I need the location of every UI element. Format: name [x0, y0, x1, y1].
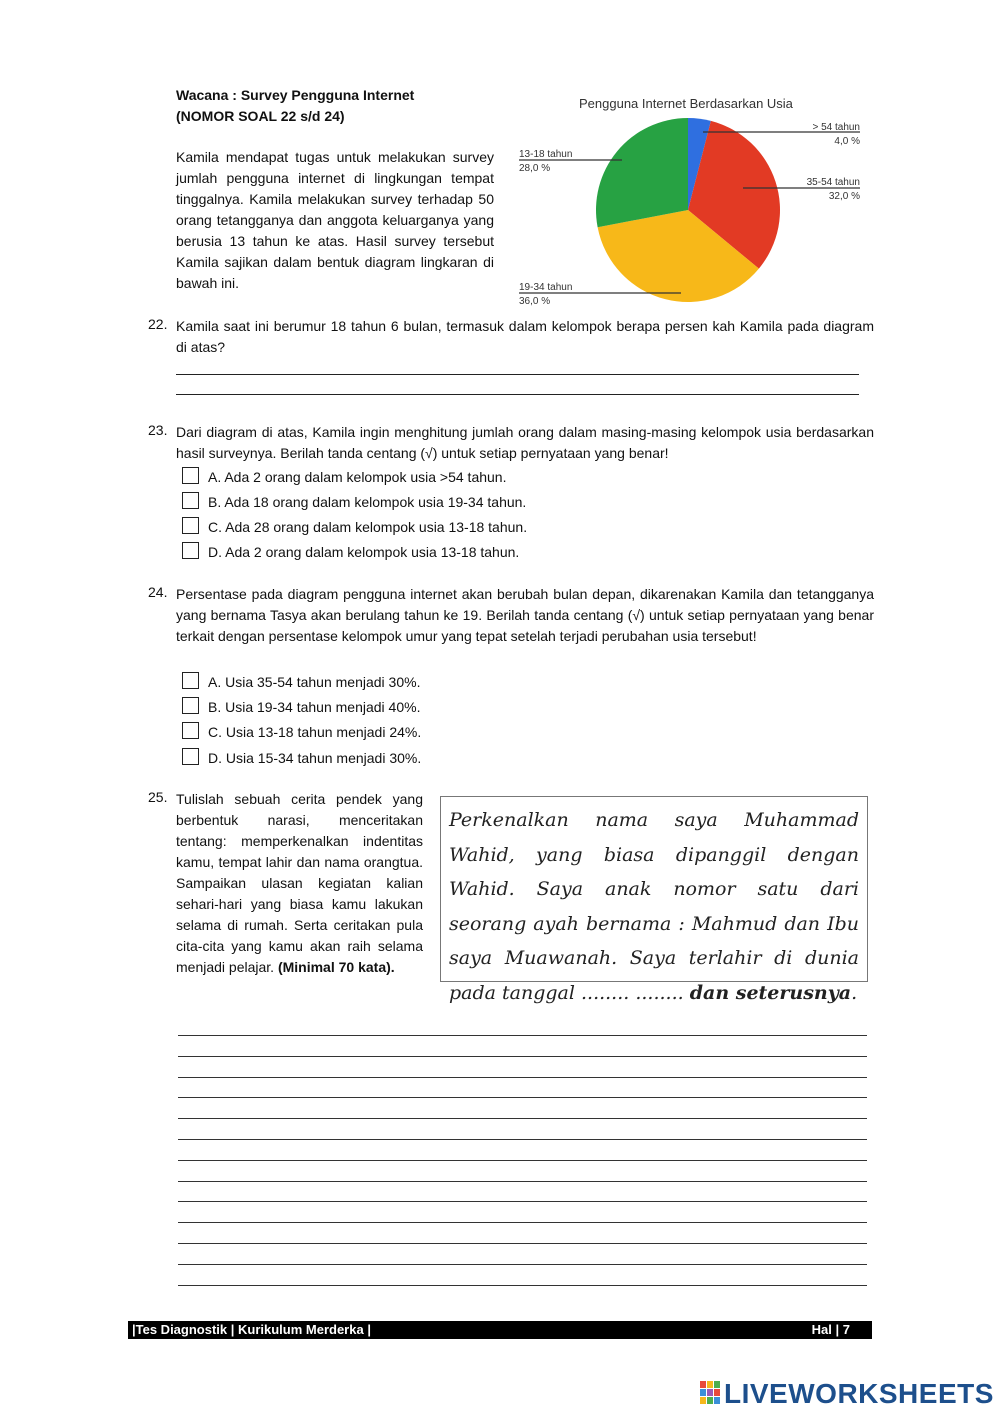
- writing-line[interactable]: [178, 1118, 867, 1119]
- q24-number: 24.: [148, 584, 168, 600]
- checkbox[interactable]: [182, 672, 199, 689]
- q22-answer-line-2[interactable]: [176, 394, 859, 395]
- q23-option-b[interactable]: B. Ada 18 orang dalam kelompok usia 19-34 tahun.: [182, 492, 526, 512]
- q22-answer-line-1[interactable]: [176, 374, 859, 375]
- checkbox[interactable]: [182, 467, 199, 484]
- story-example-text: Perkenalkan nama saya Muhammad Wahid, yang biasa dipanggil dengan Wahid. Saya anak nomor satu dari seorang ayah bernama : Mahmud dan Ibu saya Muawanah. Saya terlahir di dunia pada tanggal ........ ........: [449, 809, 859, 1004]
- writing-line[interactable]: [178, 1181, 867, 1182]
- writing-line[interactable]: [178, 1139, 867, 1140]
- q23-option-a[interactable]: A. Ada 2 orang dalam kelompok usia >54 tahun.: [182, 467, 506, 487]
- slice-label: 13-18 tahun: [519, 149, 573, 160]
- writing-line[interactable]: [178, 1285, 867, 1286]
- q24-option-b[interactable]: B. Usia 19-34 tahun menjadi 40%.: [182, 697, 420, 717]
- writing-line[interactable]: [178, 1160, 867, 1161]
- checkbox[interactable]: [182, 517, 199, 534]
- slice-label: > 54 tahun: [812, 122, 860, 133]
- q25-number: 25.: [148, 789, 168, 805]
- passage-text: Kamila mendapat tugas untuk melakukan survey jumlah pengguna internet di lingkungan tempat tinggalnya. Kamila melakukan survey terhadap 50 orang tetangganya dan anggota keluarganya yang berusia 13 tahun ke atas. Hasil survey tersebut Kamila sajikan dalam bentuk diagram lingkaran di bawah ini.: [176, 149, 494, 291]
- writing-line[interactable]: [178, 1035, 867, 1036]
- writing-line[interactable]: [178, 1201, 867, 1202]
- logo-icon: [700, 1381, 722, 1405]
- q24-option-a[interactable]: A. Usia 35-54 tahun menjadi 30%.: [182, 672, 420, 692]
- writing-line[interactable]: [178, 1222, 867, 1223]
- writing-line[interactable]: [178, 1264, 867, 1265]
- q23-number: 23.: [148, 422, 168, 438]
- q23-option-d[interactable]: D. Ada 2 orang dalam kelompok usia 13-18 tahun.: [182, 542, 519, 562]
- writing-line[interactable]: [178, 1077, 867, 1078]
- q25-emphasis: (Minimal 70 kata).: [277, 959, 395, 975]
- footer-page-number: Hal | 7: [811, 1322, 850, 1337]
- passage-subtitle: (NOMOR SOAL 22 s/d 24): [176, 108, 345, 124]
- slice-value-label: 4,0 %: [834, 136, 860, 147]
- page-footer: [128, 1321, 872, 1339]
- q24-option-d[interactable]: D. Usia 15-34 tahun menjadi 30%.: [182, 748, 421, 768]
- pie-chart: [505, 90, 870, 312]
- q22-text: Kamila saat ini berumur 18 tahun 6 bulan, termasuk dalam kelompok berapa persen kah Kamila pada diagram di atas?: [176, 318, 874, 355]
- q23-option-c[interactable]: C. Ada 28 orang dalam kelompok usia 13-18 tahun.: [182, 517, 527, 537]
- q22-number: 22.: [148, 316, 168, 332]
- writing-line[interactable]: [178, 1097, 867, 1098]
- checkbox[interactable]: [182, 697, 199, 714]
- checkbox[interactable]: [182, 748, 199, 765]
- q24-text: Persentase pada diagram pengguna internet akan berubah bulan depan, dikarenakan Kamila dan tetangganya yang bernama Tasya akan berulang tahun ke 19. Berilah tanda centang (√) untuk setiap pernyataan yang benar terkait dengan persentase kelompok umur yang tepat setelah terjadi perubahan usia tersebut!: [176, 586, 874, 644]
- slice-value-label: 36,0 %: [519, 296, 551, 307]
- q25-text: Tulislah sebuah cerita pendek yang berbentuk narasi, menceritakan tentang: memperkenalkan indentitas kamu, tempat lahir dan nama orangtua. Sampaikan ulasan kegiatan kalian sehari-hari yang biasa kamu lakukan selama di rumah. Serta ceritakan pula cita-cita yang kamu akan raih selama menjadi pelajar. (Minimal 70 kata).: [176, 791, 423, 975]
- checkbox[interactable]: [182, 542, 199, 559]
- story-example-box: Perkenalkan nama saya Muhammad Wahid, yang biasa dipanggil dengan Wahid. Saya anak nomor satu dari seorang ayah bernama : Mahmud dan Ibu saya Muawanah. Saya terlahir di dunia pada tanggal ........ ........ dan seterusnya.: [440, 796, 868, 982]
- story-example-end: dan seterusnya: [689, 981, 852, 1004]
- checkbox[interactable]: [182, 492, 199, 509]
- pie-slice-4: [596, 118, 688, 227]
- slice-label: 35-54 tahun: [806, 177, 860, 188]
- passage-title: Wacana : Survey Pengguna Internet: [176, 87, 415, 103]
- slice-value-label: 28,0 %: [519, 163, 551, 174]
- slice-label: 19-34 tahun: [519, 282, 573, 293]
- checkbox[interactable]: [182, 722, 199, 739]
- q24-option-c[interactable]: C. Usia 13-18 tahun menjadi 24%.: [182, 722, 421, 742]
- writing-line[interactable]: [178, 1243, 867, 1244]
- writing-line[interactable]: [178, 1056, 867, 1057]
- q23-text: Dari diagram di atas, Kamila ingin menghitung jumlah orang dalam masing-masing kelompok usia berdasarkan hasil surveynya. Berilah tanda centang (√) untuk setiap pernyataan yang benar!: [176, 424, 874, 461]
- chart-title: Pengguna Internet Berdasarkan Usia: [579, 96, 793, 111]
- slice-value-label: 32,0 %: [828, 191, 860, 202]
- brand-name: LIVEWORKSHEETS: [724, 1378, 994, 1409]
- footer-left: |Tes Diagnostik | Kurikulum Merderka |: [132, 1322, 371, 1337]
